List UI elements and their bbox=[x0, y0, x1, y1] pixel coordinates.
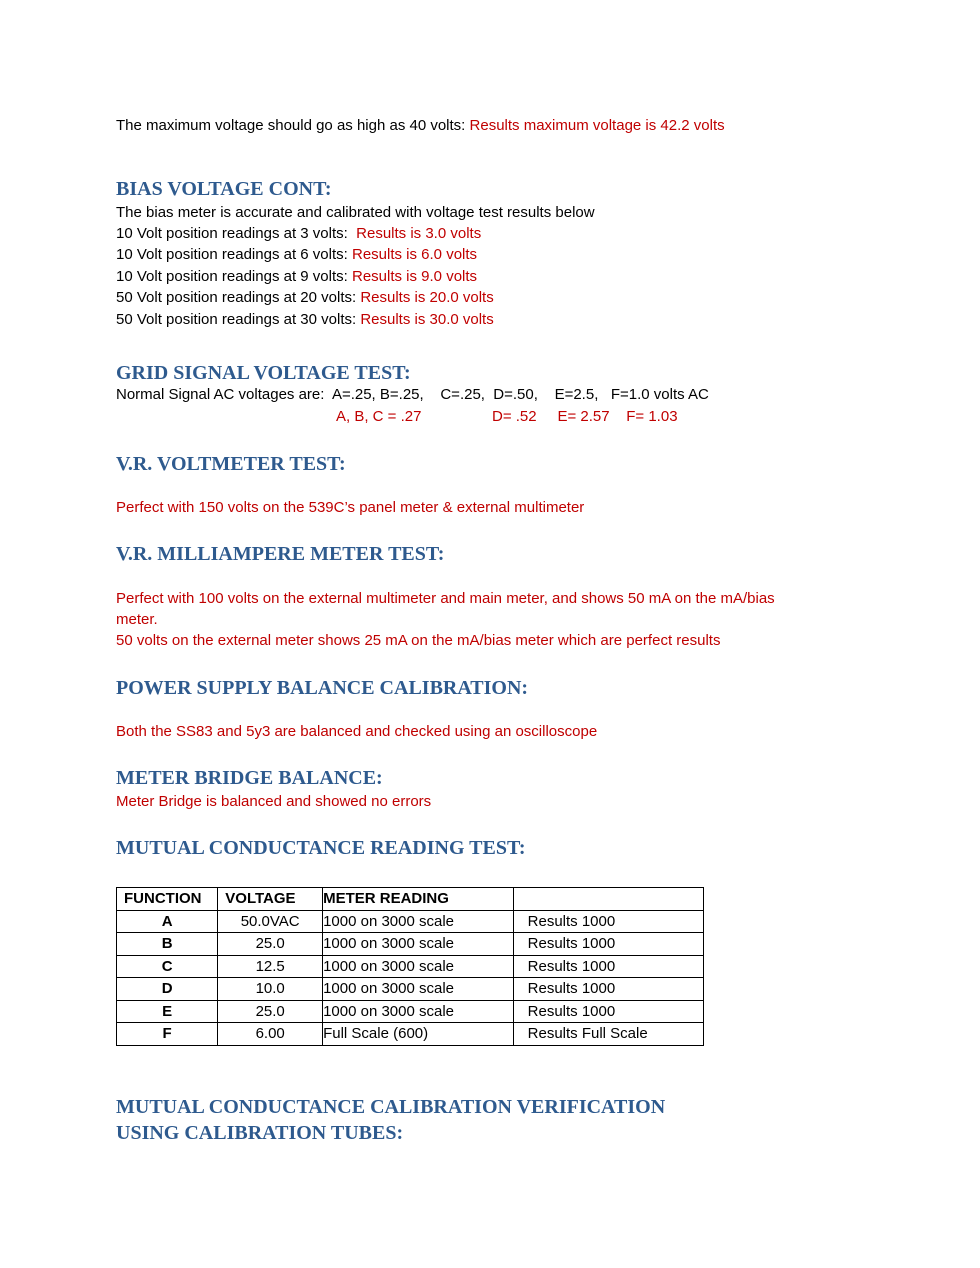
bias-row bbox=[116, 310, 494, 330]
mutual-conductance-heading: MUTUAL CONDUCTANCE READING TEST: bbox=[116, 837, 526, 859]
cell-meter-reading: 1000 on 3000 scale bbox=[323, 955, 514, 978]
cell-voltage: 12.5 bbox=[218, 955, 323, 978]
table-header-row bbox=[117, 888, 704, 911]
cell-function: F bbox=[117, 1023, 218, 1046]
table-row bbox=[117, 910, 704, 933]
cell-voltage: 25.0 bbox=[218, 1000, 323, 1023]
table-row bbox=[117, 1000, 704, 1023]
psu-balance-result: Both the SS83 and 5y3 are balanced and checked using an oscilloscope bbox=[116, 723, 598, 740]
bias-row-result: Results is 6.0 volts bbox=[351, 246, 478, 263]
vr-milliampere-result-1b: meter. bbox=[116, 611, 158, 628]
cell-function: E bbox=[117, 1000, 218, 1023]
bias-row-text: 10 Volt position readings at 6 volts: bbox=[116, 246, 352, 263]
cell-meter-reading: 1000 on 3000 scale bbox=[323, 933, 514, 956]
vr-milliampere-result-2: 50 volts on the external meter shows 25 mA on the mA/bias meter which are perfect results bbox=[116, 632, 721, 649]
cell-function: B bbox=[117, 933, 218, 956]
cell-result: Results 1000 bbox=[513, 933, 703, 956]
cell-voltage: 25.0 bbox=[218, 933, 323, 956]
meter-bridge-heading: METER BRIDGE BALANCE: bbox=[116, 767, 383, 789]
mutual-conductance-table bbox=[116, 887, 704, 1046]
psu-balance-heading: POWER SUPPLY BALANCE CALIBRATION: bbox=[116, 677, 529, 699]
grid-results-abc: A, B, C = .27 bbox=[336, 408, 422, 425]
max-voltage-result: Results maximum voltage is 42.2 volts bbox=[469, 117, 725, 134]
table-row bbox=[117, 978, 704, 1001]
cell-result: Results 1000 bbox=[513, 955, 703, 978]
cell-meter-reading: Full Scale (600) bbox=[323, 1023, 514, 1046]
bias-row-result: Results is 30.0 volts bbox=[360, 311, 494, 328]
cell-function: D bbox=[117, 978, 218, 1001]
bias-row-text: 10 Volt position readings at 3 volts: bbox=[116, 225, 357, 242]
table-row bbox=[117, 1023, 704, 1046]
cell-result: Results Full Scale bbox=[513, 1023, 703, 1046]
cell-meter-reading: 1000 on 3000 scale bbox=[323, 1000, 514, 1023]
max-voltage-text: The maximum voltage should go as high as 40 volts: bbox=[116, 117, 470, 134]
cell-voltage: 50.0VAC bbox=[218, 910, 323, 933]
grid-normal-voltages: Normal Signal AC voltages are: A=.25, B=.25, C=.25, D=.50, E=2.5, F=1.0 volts AC bbox=[116, 386, 709, 403]
bias-row bbox=[116, 245, 477, 265]
cell-function: C bbox=[117, 955, 218, 978]
vr-voltmeter-result: Perfect with 150 volts on the 539C’s panel meter & external multimeter bbox=[116, 499, 585, 516]
header-voltage: VOLTAGE bbox=[218, 888, 323, 911]
bias-description: The bias meter is accurate and calibrated with voltage test results below bbox=[116, 204, 595, 221]
bias-row-text: 50 Volt position readings at 30 volts: bbox=[116, 311, 361, 328]
cell-function: A bbox=[117, 910, 218, 933]
cell-result: Results 1000 bbox=[513, 910, 703, 933]
grid-heading: GRID SIGNAL VOLTAGE TEST: bbox=[116, 362, 411, 384]
header-results bbox=[513, 888, 703, 911]
bias-row-result: Results is 3.0 volts bbox=[356, 225, 482, 242]
bias-heading: BIAS VOLTAGE CONT: bbox=[116, 178, 332, 200]
vr-milliampere-heading: V.R. MILLIAMPERE METER TEST: bbox=[116, 543, 445, 565]
verification-heading-line-1: MUTUAL CONDUCTANCE CALIBRATION VERIFICATION bbox=[116, 1096, 666, 1118]
cell-result: Results 1000 bbox=[513, 978, 703, 1001]
bias-row bbox=[116, 267, 477, 287]
cell-meter-reading: 1000 on 3000 scale bbox=[323, 910, 514, 933]
bias-row-result: Results is 20.0 volts bbox=[360, 289, 494, 306]
bias-row-text: 10 Volt position readings at 9 volts: bbox=[116, 268, 352, 285]
verification-heading-line-2: USING CALIBRATION TUBES: bbox=[116, 1122, 404, 1144]
table-row bbox=[117, 955, 704, 978]
bias-row bbox=[116, 288, 494, 308]
max-voltage-line bbox=[116, 116, 725, 136]
grid-results-def: D= .52 E= 2.57 F= 1.03 bbox=[492, 408, 678, 425]
meter-bridge-result: Meter Bridge is balanced and showed no errors bbox=[116, 793, 432, 810]
cell-meter-reading: 1000 on 3000 scale bbox=[323, 978, 514, 1001]
bias-row-text: 50 Volt position readings at 20 volts: bbox=[116, 289, 361, 306]
cell-voltage: 6.00 bbox=[218, 1023, 323, 1046]
vr-voltmeter-heading: V.R. VOLTMETER TEST: bbox=[116, 453, 346, 475]
bias-row bbox=[116, 224, 481, 244]
header-function: FUNCTION bbox=[117, 888, 218, 911]
header-meter-reading: METER READING bbox=[323, 888, 514, 911]
cell-voltage: 10.0 bbox=[218, 978, 323, 1001]
bias-row-result: Results is 9.0 volts bbox=[351, 268, 478, 285]
table-row bbox=[117, 933, 704, 956]
vr-milliampere-result-1: Perfect with 100 volts on the external multimeter and main meter, and shows 50 mA on the mA/bias bbox=[116, 590, 775, 607]
cell-result: Results 1000 bbox=[513, 1000, 703, 1023]
